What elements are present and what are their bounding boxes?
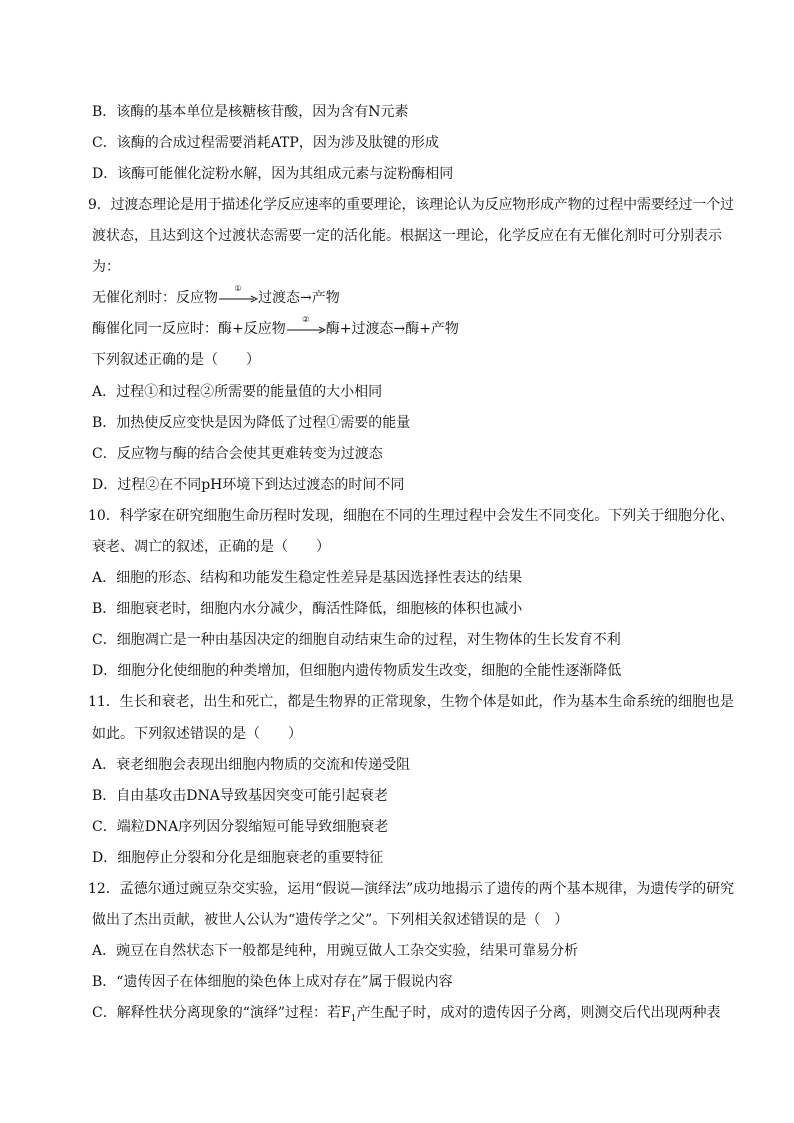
q8-option-c: C．该酶的合成过程需要消耗ATP，因为涉及肽键的形成 — [92, 135, 439, 151]
q12-option-c — [92, 1004, 720, 1022]
q10-option-c: C．细胞凋亡是一种由基因决定的细胞自动结束生命的过程，对生物体的生长发育不利 — [92, 632, 621, 648]
q11-stem-line2: 如此。下列叙述错误的是（ ） — [92, 726, 302, 742]
q9-equation-uncatalyzed — [92, 284, 340, 307]
q10-stem-line2: 衰老、凋亡的叙述，正确的是（ ） — [92, 539, 330, 555]
q11-option-d: D．细胞停止分裂和分化是细胞衰老的重要特征 — [92, 850, 384, 866]
q8-option-b: B．该酶的基本单位是核糖核苷酸，因为含有N元素 — [92, 104, 409, 120]
q9-stem-line1: 9．过渡态理论是用于描述化学反应速率的重要理论，该理论认为反应物形成产物的过程中需要经过一个过 — [88, 197, 734, 213]
q11-option-a: A．衰老细胞会表现出细胞内物质的交流和传递受阻 — [92, 757, 411, 773]
q12-stem-line2: 做出了杰出贡献，被世人公认为“遗传学之父”。下列相关叙述错误的是（ ） — [92, 912, 569, 928]
q9-ask: 下列叙述正确的是（ ） — [92, 352, 260, 368]
q9-option-c: C．反应物与酶的结合会使其更难转变为过渡态 — [92, 446, 383, 462]
q11-option-b: B．自由基攻击DNA导致基因突变可能引起衰老 — [92, 788, 388, 804]
q9-eq2-product: 酶+过渡态→酶+产物 — [325, 321, 459, 337]
q9-option-d: D．过程②在不同pH环境下到达过渡态的时间不同 — [92, 477, 405, 493]
q11-option-c: C．端粒DNA序列因分裂缩短可能导致细胞衰老 — [92, 819, 389, 835]
q12-option-c-rest: 产生配子时，成对的遗传因子分离，则测交后代出现两种表 — [356, 1005, 721, 1021]
reaction-arrow-icon — [218, 284, 258, 307]
q9-eq2-reactant: 酶催化同一反应时：酶+反应物 — [92, 321, 286, 337]
q11-stem-line1: 11．生长和衰老，出生和死亡，都是生物界的正常现象，生物个体是如此，作为基本生命系统的细胞也是 — [88, 694, 734, 710]
step-label: ② — [302, 315, 310, 324]
q10-option-b: B．细胞衰老时，细胞内水分减少，酶活性降低，细胞核的体积也减小 — [92, 601, 523, 617]
step-label: ① — [234, 284, 242, 293]
q9-equation-enzyme — [92, 315, 459, 338]
reaction-arrow-icon — [286, 315, 326, 338]
subscript-1: 1 — [350, 1013, 357, 1024]
q12-stem-line1: 12．孟德尔通过豌豆杂交实验，运用“假说—演绎法”成功地揭示了遗传的两个基本规律，为遗传学的研究 — [88, 881, 735, 897]
q9-stem-line2: 渡状态，且达到这个过渡状态需要一定的活化能。根据这一理论，化学反应在有无催化剂时可分别表示 — [92, 228, 722, 244]
q12-option-a: A．豌豆在自然状态下一般都是纯种，用豌豆做人工杂交实验，结果可靠易分析 — [92, 943, 579, 959]
q12-option-c-start: C．解释性状分离现象的“演绎”过程：若F — [92, 1005, 351, 1021]
q9-eq1-product: 过渡态→产物 — [258, 290, 340, 306]
q8-option-d: D．该酶可能催化淀粉水解，因为其组成元素与淀粉酶相同 — [92, 166, 454, 182]
q10-option-a: A．细胞的形态、结构和功能发生稳定性差异是基因选择性表达的结果 — [92, 570, 523, 586]
q9-stem-line3: 为： — [92, 259, 120, 275]
q9-option-a: A．过程①和过程②所需要的能量值的大小相同 — [92, 384, 383, 400]
q9-option-b: B．加热使反应变快是因为降低了过程①需要的能量 — [92, 415, 411, 431]
q9-eq1-reactant: 无催化剂时：反应物 — [92, 290, 218, 306]
q12-option-b: B．“遗传因子在体细胞的染色体上成对存在”属于假说内容 — [92, 974, 453, 990]
q10-stem-line1: 10．科学家在研究细胞生命历程时发现，细胞在不同的生理过程中会发生不同变化。下列关于细胞分化、 — [88, 508, 734, 524]
q10-option-d: D．细胞分化使细胞的种类增加，但细胞内遗传物质发生改变，细胞的全能性逐渐降低 — [92, 663, 622, 679]
